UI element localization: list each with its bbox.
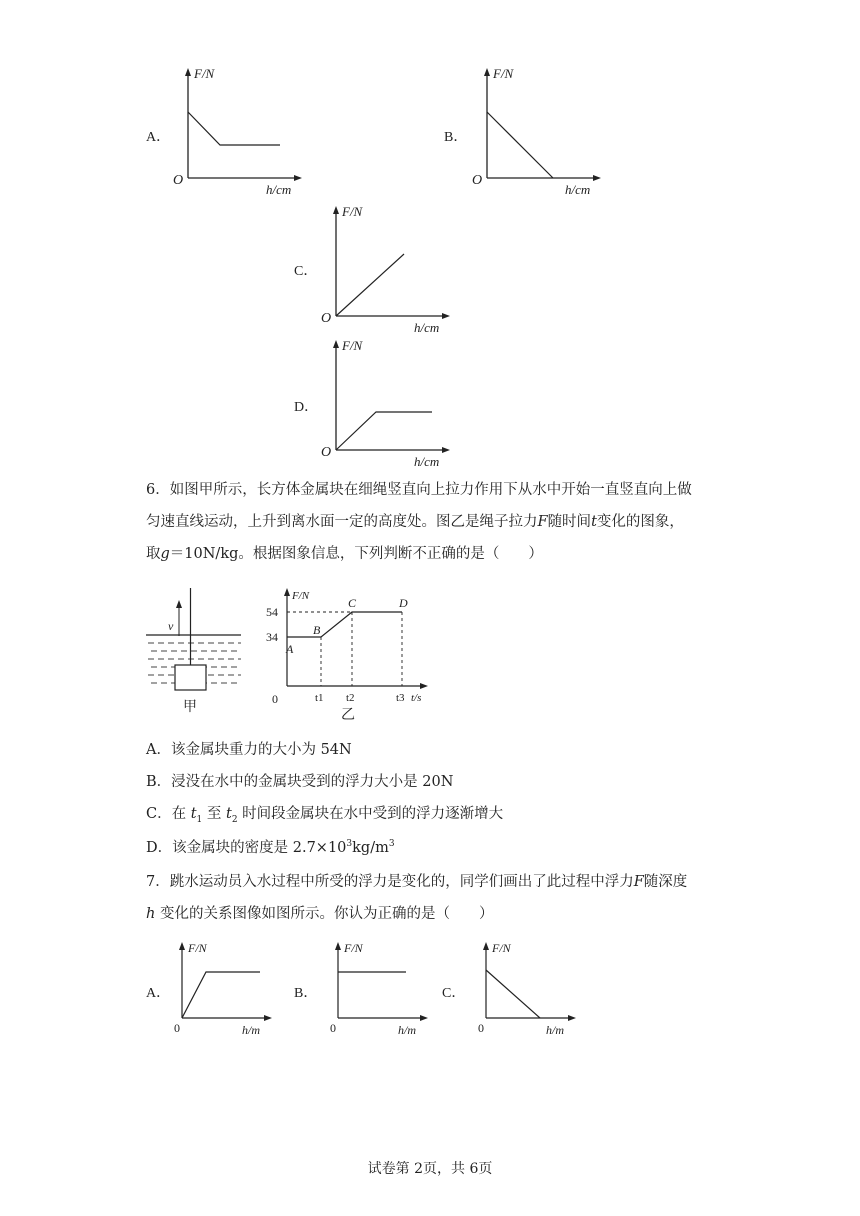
x-axis-arrow [264, 1015, 272, 1021]
q7-option-a-graph [166, 934, 286, 1044]
x-axis-label: h/m [546, 1023, 564, 1037]
y-axis-label: F/N [493, 66, 514, 81]
origin-label: 0 [330, 1021, 336, 1035]
point-a: A [286, 642, 294, 656]
y-axis-arrow [333, 206, 339, 214]
y-axis-arrow [185, 68, 191, 76]
q6-choice-a: A．该金属块重力的大小为 54N [146, 742, 352, 758]
x-axis-arrow [442, 447, 450, 453]
point-d: D [399, 596, 408, 610]
graph-line [487, 112, 553, 178]
y-axis-arrow [483, 942, 489, 950]
q7-option-b-label: B． [294, 986, 318, 1001]
x-axis-label: h/cm [565, 182, 591, 197]
graph-line [486, 970, 540, 1018]
y-axis-label: F/N [194, 66, 215, 81]
q7-stem [146, 866, 726, 930]
q6-choice-c: C．在 $t_1$ 至 $t_2$ 时间段金属块在水中受到的浮力逐渐增大 [146, 806, 504, 825]
q6-choice-b: B．浸没在水中的金属块受到的浮力大小是 20N [146, 774, 454, 790]
x-axis-arrow [568, 1015, 576, 1021]
y-axis-arrow [335, 942, 341, 950]
q6-line-1: 6．如图甲所示，长方体金属块在细绳竖直向上拉力作用下从水中开始一直竖直向上做 [146, 482, 692, 498]
origin-label: O [321, 445, 332, 460]
origin-label: O [472, 173, 483, 188]
q5-option-b-graph [467, 62, 607, 202]
q5-option-d-graph [316, 334, 456, 474]
y-tick-34: 34 [266, 630, 278, 644]
q7-option-c-graph [470, 934, 590, 1044]
y-axis-arrow [179, 942, 185, 950]
y-axis-label: F/N [342, 204, 363, 219]
q6-line-3: 取g＝10N/kg。根据图象信息，下列判断不正确的是（ ） [146, 546, 543, 562]
q6-figure-jia [146, 588, 246, 718]
q7-line-1: 7．跳水运动员入水过程中所受的浮力是变化的，同学们画出了此过程中浮力F随深度 [146, 874, 688, 890]
graph-line [188, 112, 280, 145]
figure-jia-caption: 甲 [183, 700, 197, 715]
x-tick-t2: t2 [346, 692, 355, 704]
y-axis-label: F/N [342, 338, 363, 353]
y-axis-label: F/N [344, 941, 363, 955]
origin-label: O [173, 173, 184, 188]
x-axis-arrow [420, 1015, 428, 1021]
q6-line-2: 匀速直线运动，上升到离水面一定的高度处。图乙是绳子拉力F随时间t变化的图象， [146, 514, 684, 530]
origin-label: O [321, 311, 332, 326]
y-axis-arrow [333, 340, 339, 348]
q6-stem [146, 474, 726, 570]
x-axis-label: h/cm [266, 182, 292, 197]
q5-option-b-label: B． [444, 130, 468, 145]
q7-option-b-graph [322, 934, 442, 1044]
q5-option-d-label: D． [294, 400, 319, 415]
q5-option-a-graph [168, 62, 308, 202]
point-b: B [313, 623, 321, 637]
y-axis-arrow [484, 68, 490, 76]
x-axis-label: h/cm [414, 454, 440, 469]
graph-line [336, 254, 404, 316]
y-axis-arrow [284, 588, 290, 596]
page-footer: 试卷第 2页，共 6页 [367, 1161, 493, 1177]
y-tick-54: 54 [266, 605, 278, 619]
y-axis-label: F/N [188, 941, 207, 955]
origin-label: 0 [272, 692, 278, 706]
q6-figure-yi [262, 582, 442, 722]
metal-block [175, 665, 206, 690]
velocity-arrow-head [176, 600, 182, 608]
q7-option-a-label: A． [146, 986, 171, 1001]
x-axis-arrow [593, 175, 601, 181]
graph-line [336, 412, 432, 450]
x-axis-arrow [294, 175, 302, 181]
x-axis-label: t/s [411, 692, 422, 704]
x-axis-label: h/m [242, 1023, 260, 1037]
velocity-label: v [168, 619, 174, 633]
x-axis-label: h/cm [414, 320, 440, 335]
q7-option-c-label: C． [442, 986, 466, 1001]
q7-line-2: h 变化的关系图像如图所示。你认为正确的是（ ） [146, 906, 494, 922]
figure-yi-caption: 乙 [341, 708, 355, 723]
point-c: C [348, 596, 357, 610]
y-axis-label: F/N [492, 941, 511, 955]
guide-lines [287, 612, 402, 686]
q5-option-c-graph [316, 200, 456, 340]
x-axis-arrow [420, 683, 428, 689]
graph-line [182, 972, 260, 1018]
x-axis-arrow [442, 313, 450, 319]
x-tick-t1: t1 [315, 692, 324, 704]
q5-option-c-label: C． [294, 264, 318, 279]
x-axis-label: h/m [398, 1023, 416, 1037]
y-axis-label: F/N [292, 590, 310, 602]
origin-label: 0 [478, 1021, 484, 1035]
force-curve [287, 612, 402, 637]
q6-choice-d: D．该金属块的密度是 $2.7\times 10^3kg/m^3$ [146, 839, 395, 856]
q5-option-a-label: A． [146, 130, 171, 145]
origin-label: 0 [174, 1021, 180, 1035]
x-tick-t3: t3 [396, 692, 405, 704]
